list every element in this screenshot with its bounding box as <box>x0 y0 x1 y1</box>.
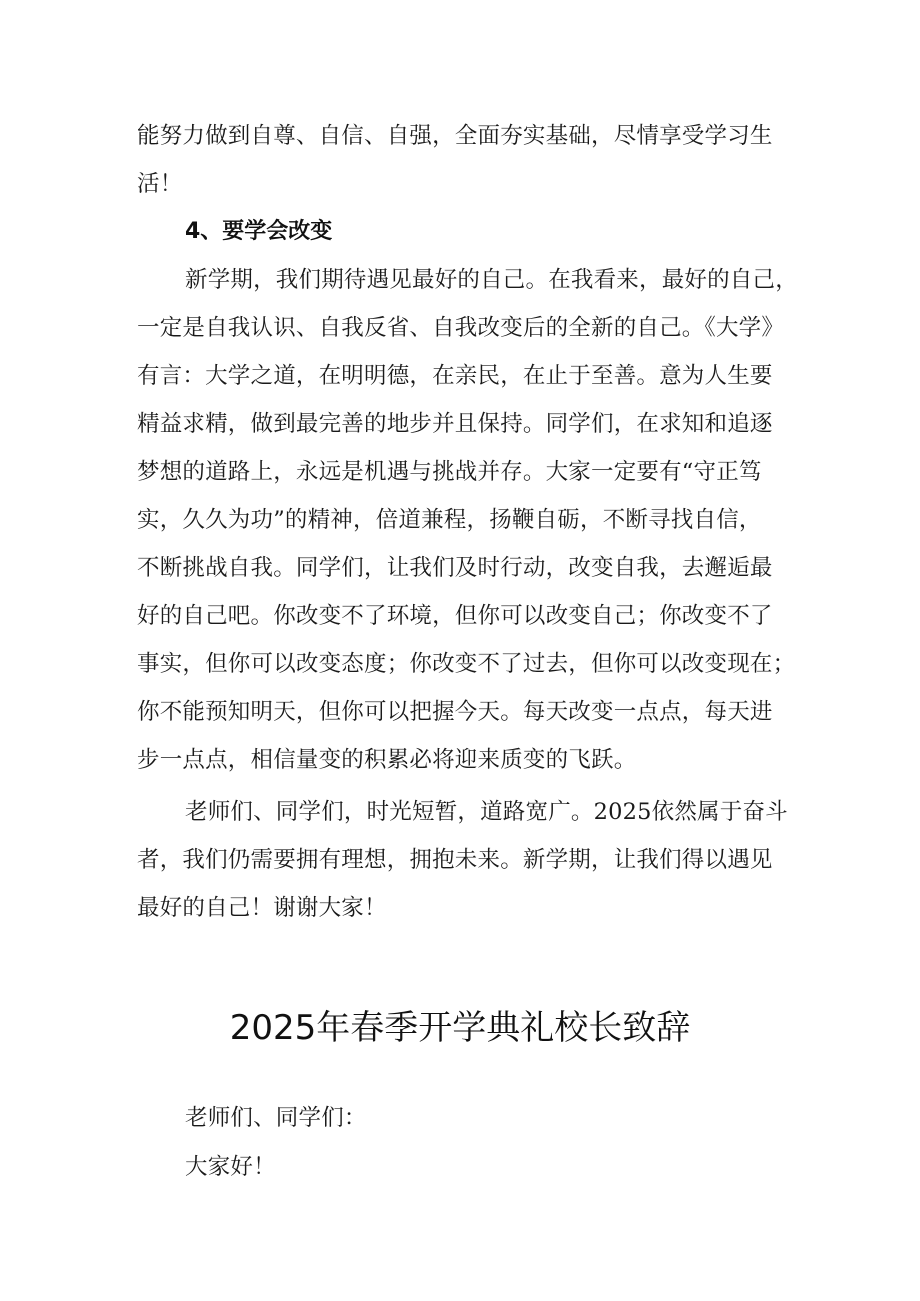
paragraph-1-line-7: 不断挑战自我。同学们，让我们及时行动，改变自我，去邂逅最 <box>137 555 773 581</box>
paragraph-1-line-4: 精益求精，做到最完善的地步并且保持。同学们，在求知和追逐 <box>137 411 773 437</box>
paragraph-2-line-2: 者，我们仍需要拥有理想，拥抱未来。新学期，让我们得以遇见 <box>137 847 773 873</box>
paragraph-1-line-1: 新学期，我们期待遇见最好的自己。在我看来，最好的自己， <box>185 267 798 293</box>
greeting: 大家好！ <box>185 1154 276 1180</box>
paragraph-2-line-3: 最好的自己！谢谢大家！ <box>137 895 387 921</box>
continuation-line-2: 活！ <box>137 171 183 197</box>
paragraph-1-line-5: 梦想的道路上，永远是机遇与挑战并存。大家一定要有“守正笃 <box>137 459 762 485</box>
continuation-line-1: 能努力做到自尊、自信、自强，全面夯实基础，尽情享受学习生 <box>137 123 773 149</box>
paragraph-1-line-9: 事实，但你可以改变态度；你改变不了过去，但你可以改变现在； <box>137 651 796 677</box>
section-heading: 4、要学会改变 <box>185 219 333 244</box>
paragraph-1-line-6: 实，久久为功”的精神，倍道兼程，扬鞭自砺，不断寻找自信， <box>137 507 762 533</box>
paragraph-1-line-8: 好的自己吧。你改变不了环境，但你可以改变自己；你改变不了 <box>137 603 773 629</box>
paragraph-1-line-3: 有言：大学之道，在明明德，在亲民，在止于至善。意为人生要 <box>137 363 773 389</box>
paragraph-1-line-2: 一定是自我认识、自我反省、自我改变后的全新的自己。《大学》 <box>137 315 785 341</box>
paragraph-2-line-1: 老师们、同学们，时光短暂，道路宽广。2025依然属于奋斗 <box>185 799 788 825</box>
salutation: 老师们、同学们： <box>185 1105 367 1131</box>
paragraph-1-line-11: 步一点点，相信量变的积累必将迎来质变的飞跃。 <box>137 747 637 773</box>
paragraph-1-line-10: 你不能预知明天，但你可以把握今天。每天改变一点点，每天进 <box>137 699 773 725</box>
speech-title: 2025年春季开学典礼校长致辞 <box>229 1008 691 1048</box>
